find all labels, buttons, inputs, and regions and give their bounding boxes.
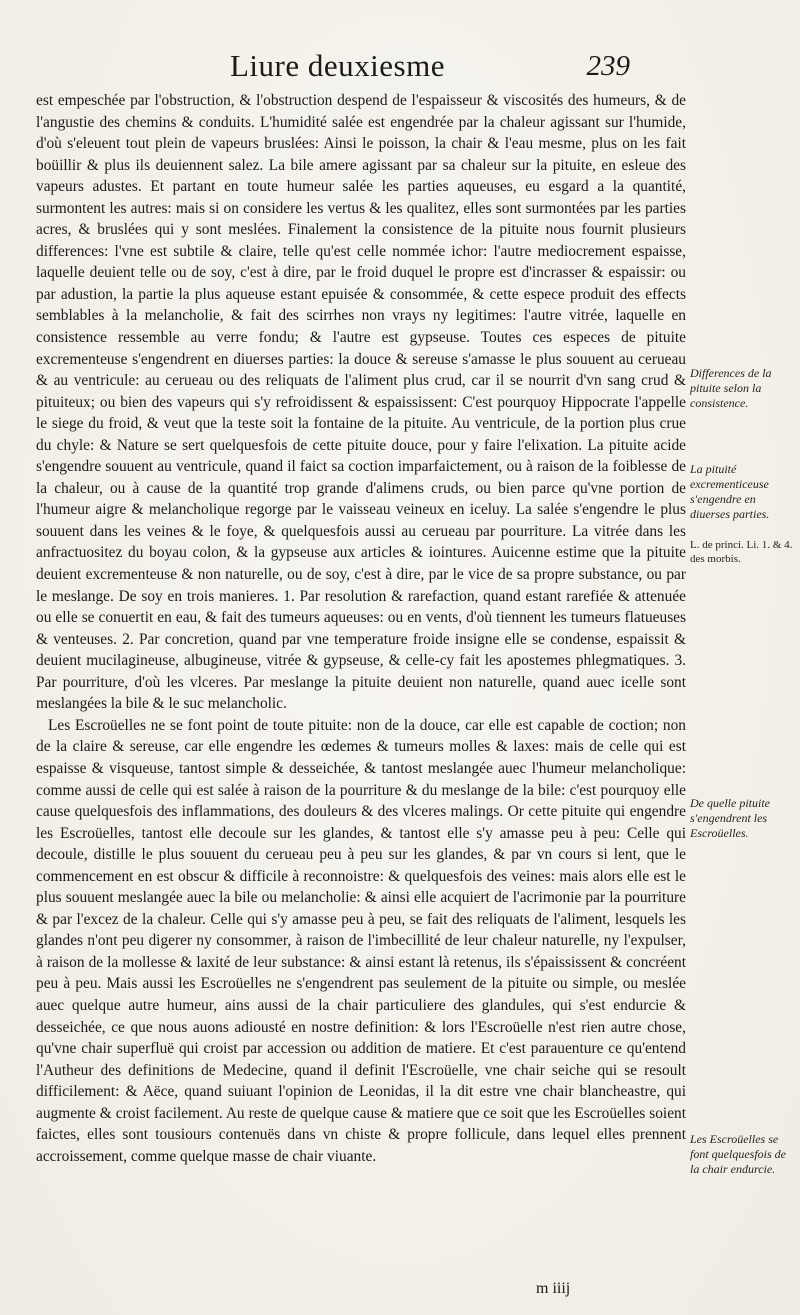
signature-mark: m iiij [536,1280,571,1297]
running-title: Liure deuxiesme [230,48,445,83]
margin-note-chair-endurcie: Les Escroüelles se font quelquesfois de la chair endurcie. [690,1132,786,1176]
margin-note-reference: L. de princi. Li. 1. & 4. des morbis. [690,539,793,565]
margin-note-differences: Differences de la pituite selon la consistence. [690,366,772,410]
page-number: 239 [586,50,630,82]
margin-note-quelle-pituite: De quelle pituite s'engendrent les Escroüelles. [690,796,770,840]
paragraph-escrouelles-origin: Les Escroüelles ne se font point de toute pituite: non de la douce, car elle est capable de coction; non de la claire & sereuse, car elle engendre les œdemes & tumeurs molles & laxes: mais de celle qui est espaisse & visqueuse, tantost simple & desseichée, & tantost meslangée auec l'humeur melancholique: comme aussi de celle qui est salée à raison de la pourriture & du meslange de la bile: c'est pourquoy elle cause quelquesfois des inflammations, des douleurs & des vlceres malings. Or cette pituite qui engendre les Escroüelles, tantost elle decoule sur les glandes, & tantost elle s'y amasse peu à peu: Celle qui decoule, distille le plus souuent du cerueau peu à peu sur les glandes, & par vn cours si lent, que le commencement en est obscur & difficile à reconnoistre: & quelquesfois des veines: mais alors elle est le plus souuent meslangée auec la bile ou melancholie: & ainsi elle acquiert de l'acrimonie par la pourriture & par l'excez de la chaleur. Celle qui s'y amasse peu à peu, se fait des reliquats de l'aliment, lesquels les glandes n'ont peu digerer ny consommer, à raison de l'imbecillité de leur chaleur naturelle, ny l'expulser, à raison de la mollesse & laxité de leur substance: & ainsi estant là retenus, ils s'épaississent & concréent peu à peu. Mais aussi les Escroüelles ne s'engendrent pas seulement de la pituite ou simple, ou meslée auec quelque autre humeur, ains aussi de la chair particuliere des glandules, qui s'est endurcie & desseichée, ce que nous auons adiousté en nostre definition: & lors l'Escroüelle n'est rien autre chose, qu'vne chair superfluë qui croist par accession ou addition de matiere. Et c'est parauenture ce qu'entend l'Autheur des definitions de Medecine, quand il definit l'Escroüelle, vne chair seiche qui se resoult difficilement: & Aëce, quand suiuant l'opinion de Leonidas, il la dit estre vne chair blancheastre, qui augmente & croist facilement. Au reste de quelque cause & matiere que ce soit que les Escroüelles soient faictes, elles sont tousiours contenuës dans vn chiste & propre follicule, dans lequel elles prennent accroissement, comme quelque masse de chair viuante. [36,716,686,1165]
main-text-column [36,90,686,1167]
paragraph-pituite-consistence: est empeschée par l'obstruction, & l'obstruction despend de l'espaisseur & viscosités des humeurs, & de l'angustie des chemins & conduits. L'humidité salée est engendrée par la chaleur agissant sur l'humide, d'où s'eleuent tout plein de vapeurs bruslées: Ainsi le poisson, la chair & l'eau mesme, plus on les fait boüillir & plus ils deuiennent salez. La bile amere agissant par sa chaleur sur la pituite, en esleue des vapeurs adustes. Et partant en toute humeur salée les parties aqueuses, eu esgard a la quantité, surmontent les autres: mais si on considere les vertus & les qualitez, elles sont surmontées par les parties acres, & bruslées qui y sont meslées. Finalement la consistence de la pituite nous fournit plusieurs differences: l'vne est subtile & claire, telle qu'est celle nommée ichor: l'autre mediocrement espaisse, laquelle deuient telle ou de soy, c'est à dire, par le froid duquel le propre est d'incrasser & espaissir: ou par adustion, la partie la plus aqueuse estant epuisée & consommée, & cette espece produit des effects semblables à la melancholie, & fait des scirrhes non vrays ny legitimes: l'autre vitrée, laquelle en consistence ressemble au verre fondu; & l'autre est gypseuse. Toutes ces especes de pituite excrementeuse s'engendrent en diuerses parties: la douce & sereuse s'amasse le plus souuent au cerueau & au ventricule: au cerueau ou des reliquats de l'aliment plus crud, car il se nourrit d'vn sang crud & pituiteux; ou bien des vapeurs qui s'y refroidissent & espaississent: C'est pourquoy Hippocrate l'appelle le siege du froid, & veut que la teste soit la fontaine de la pituite. Au ventricule, de la portion plus crue du chyle: & Nature se sert quelquesfois de cette pituite douce, pour y faire l'elixation. La pituite acide s'engendre souuent au ventricule, quand il faict sa coction imparfaictement, ou à raison de la foiblesse de la chaleur, ou à cause de la quantité trop grande d'alimens cruds, ou bien parce qu'vne portion de l'humeur aigre & melancholique regorge par le vaisseau veineux en iceluy. La salée s'engendre le plus souuent dans les veines & le foye, & quelquesfois aussi au cerueau par pourriture. La vitrée dans les anfractuositez du boyau colon, & la gypseuse aux articles & iointures. Auicenne estime que la pituite deuient excrementeuse & non naturelle, ou de soy, c'est à dire, par le vice de sa propre substance, ou par le meslange. De soy en trois manieres. 1. Par resolution & rarefaction, quand estant rarefiée & attenuée ou elle se conuertit en eau, & fait des tumeurs aqueuses: ou en vents, d'où tiennent les tumeurs flatueuses & venteuses. 2. Par concretion, quand par vne temperature froide insigne elle se condense, espaissit & deuient mucilagineuse, albugineuse, vitrée & gypseuse, & celle-cy fait les apostemes phlegmatiques. 3. Par pourriture, d'où les vlceres. Par meslange la pituite deuient non naturelle, quand auec icelle sont meslangées la bile & le suc melancholic. [36,92,686,713]
margin-note-pituite-excrementiceuse: La pituité excrementiceuse s'engendre en diuerses parties. [690,462,770,521]
page-header [230,48,630,88]
